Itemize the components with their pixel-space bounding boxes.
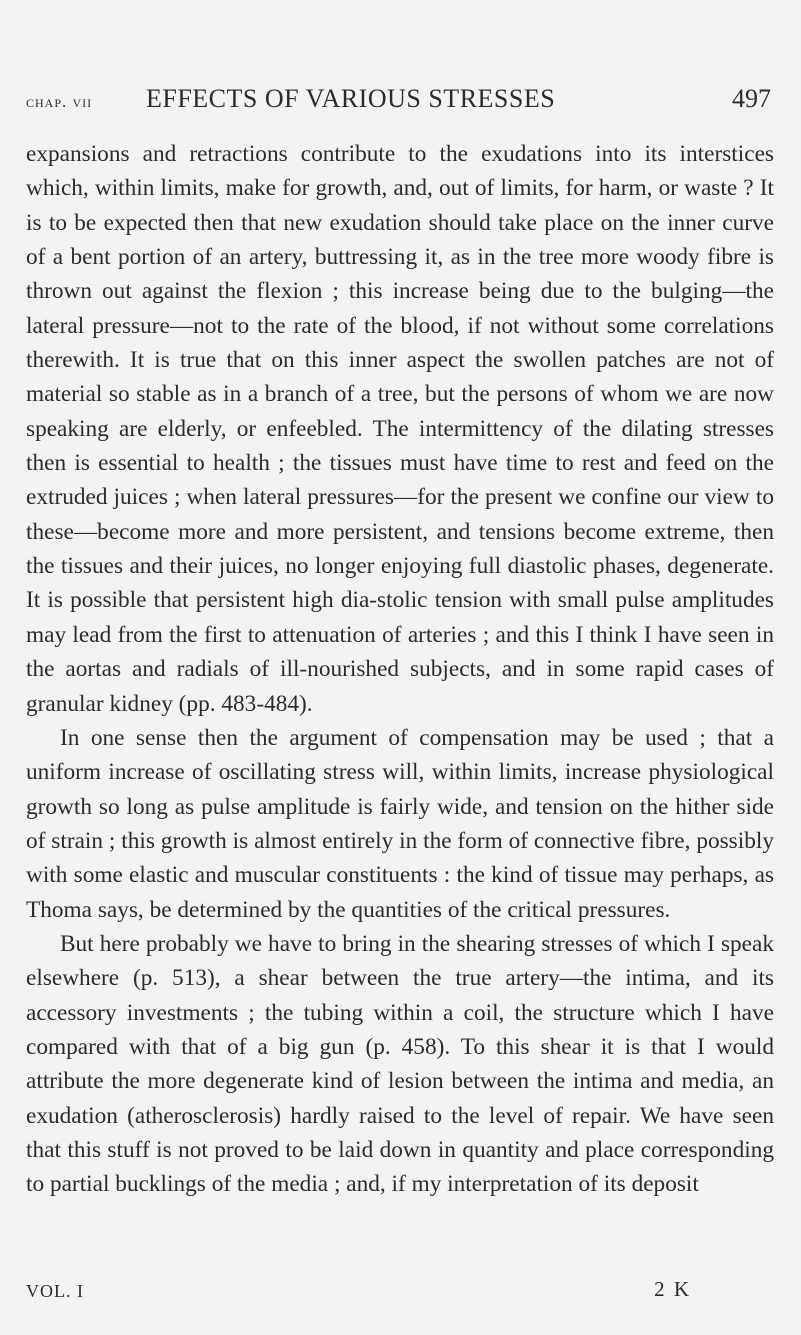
running-title: EFFECTS OF VARIOUS STRESSES bbox=[146, 84, 556, 113]
body-text bbox=[26, 137, 774, 1202]
running-head bbox=[26, 84, 771, 124]
paragraph-compensation: In one sense then the argument of compensation may be used ; that a uniform increase of oscillating stress will, within limits, increase physiological growth so long as pulse amplitude is fairly wide, and tension on the hither side of strain ; this growth is almost entirely in the form of connective fibre, possibly with some elastic and muscular constituents : the kind of tissue may perhaps, as Thoma says, be determined by the quantities of the critical pressures. bbox=[26, 724, 774, 923]
paragraph-shearing-stresses: But here probably we have to bring in the shearing stresses of which I speak elsewhere (p. 513), a shear between the true artery—the intima, and its accessory investments ; the tubing within a coil, the structure which I have compared with that of a big gun (p. 458). To this shear it is that I would attribute the more degenerate kind of lesion between the intima and media, an exudation (atherosclerosis) hardly raised to the level of repair. We have seen that this stuff is not proved to be laid down in quantity and place corresponding to partial bucklings of the media ; and, if my interpretation of its deposit bbox=[26, 930, 774, 1198]
page-number: 497 bbox=[732, 84, 771, 113]
page-footer bbox=[26, 1277, 691, 1307]
paragraph-continuation: expansions and retractions contribute to the exudations into its interstices which, within limits, make for growth, and, out of limits, for harm, or waste ? It is to be expected then that new exudation should take place on the inner curve of a bent portion of an artery, buttressing it, as in the tree more woody fibre is thrown out against the flexion ; this increase being due to the bulging—the lateral pressure—not to the rate of the blood, if not without some correlations therewith. It is true that on this inner aspect the swollen patches are not of material so stable as in a branch of a tree, but the persons of whom we are now speaking are elderly, or enfeebled. The intermittency of the dilating stresses then is essential to health ; the tissues must have time to rest and feed on the extruded juices ; when lateral pressures—for the present we confine our view to these—become more and more persistent, and tensions become extreme, then the tissues and their juices, no longer enjoying full diastolic phases, degenerate. It is possible that persistent high dia-stolic tension with small pulse amplitudes may lead from the first to attenuation of arteries ; and this I think I have seen in the aortas and radials of ill-nourished subjects, and in some rapid cases of granular kidney (pp. 483-484). bbox=[26, 141, 774, 717]
volume-label: VOL. I bbox=[26, 1281, 84, 1301]
signature-mark: 2 K bbox=[654, 1277, 691, 1301]
chapter-label: chap. vii bbox=[26, 92, 93, 111]
